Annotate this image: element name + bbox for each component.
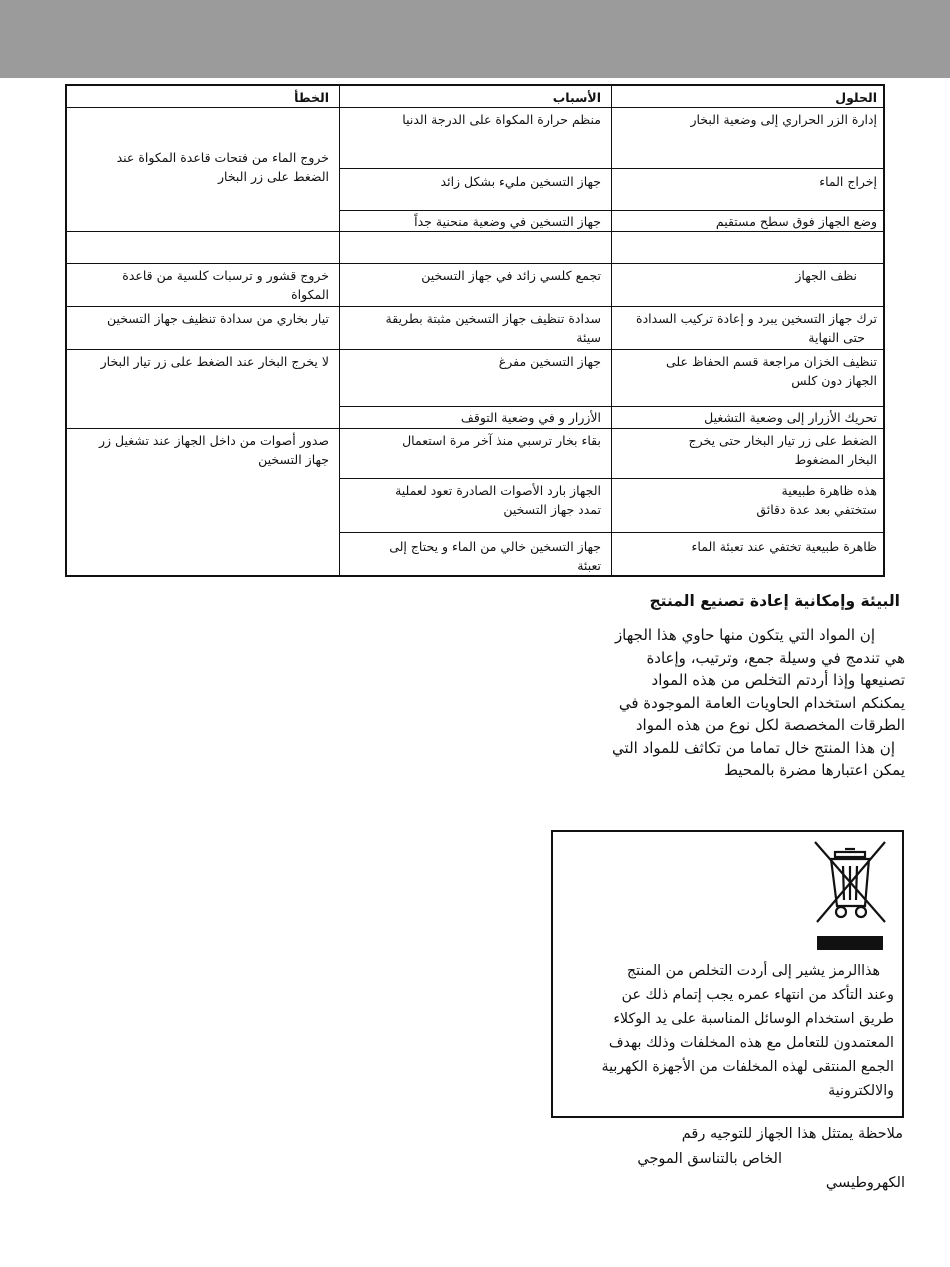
compliance-note-line: الكهروطيسي bbox=[825, 1175, 905, 1191]
solution-cell: الضغط على زر تيار البخار حتى يخرج البخار المضغوط bbox=[688, 433, 877, 467]
cause-cell: بقاء بخار ترسبي منذ آخر مرة استعمال bbox=[402, 433, 601, 448]
weee-text: هذاالرمز يشير إلى أردت التخلص من المنتج وعند التأكد من انتهاء عمره يجب إتمام ذلك عن طريق استخدام الوسائل المناسبة على يد الوكلاء المعتمدون للتعامل مع هذه المخلفات وذلك بهدف الجمع المنتقى لهذه المخلفات من الأجهزة الكهربية والالكترونية bbox=[601, 963, 894, 1099]
solution-cell: وضع الجهاز فوق سطح مستقيم bbox=[715, 214, 877, 229]
solution-cell: هذه ظاهرة طبيعية ستختفي بعد عدة دقائق bbox=[756, 483, 877, 517]
error-cell: خروج الماء من فتحات قاعدة المكواة عند الضغط على زر البخار bbox=[116, 150, 329, 184]
cause-cell: جهاز التسخين مليء بشكل زائد bbox=[440, 174, 601, 189]
troubleshooting-table bbox=[65, 84, 885, 577]
weee-black-bar bbox=[817, 936, 883, 950]
cause-cell: جهاز التسخين في وضعية منحنية جداً bbox=[414, 214, 601, 229]
cause-cell: جهاز التسخين مفرغ bbox=[498, 354, 601, 369]
sub-row-divider bbox=[339, 478, 883, 479]
cause-cell: جهاز التسخين خالي من الماء و يحتاج إلى تعبئة bbox=[389, 539, 601, 573]
solution-cell: تحريك الأزرار إلى وضعية التشغيل bbox=[704, 410, 877, 425]
solution-cell: تنظيف الخزان مراجعة قسم الحفاظ على الجهاز دون كلس bbox=[665, 354, 877, 388]
solution-cell: إدارة الزر الحراري إلى وضعية البخار bbox=[690, 112, 877, 127]
sub-row-divider bbox=[339, 210, 883, 211]
row-divider bbox=[67, 263, 883, 264]
solution-cell: ظاهرة طبيعية تختفي عند تعبئة الماء bbox=[691, 539, 877, 554]
environment-title: البيئة وإمكانية إعادة تصنيع المنتج bbox=[649, 592, 900, 610]
environment-text: إن المواد التي يتكون منها حاوي هذا الجهاز هي تندمج في وسيلة جمع، وترتيب، وإعادة تصنيعها وإذا أردتم التخلص من هذه المواد يمكنكم استخدام الحاويات العامة الموجودة في الطرقات المخصصة لكل نوع من هذه المواد إن هذا المنتج خال تماما من تكاثف للمواد التي يمكن اعتبارها مضرة بالمحيط bbox=[612, 626, 905, 779]
header-causes: الأسباب bbox=[552, 90, 601, 105]
sub-row-divider bbox=[339, 168, 883, 169]
solution-cell: إخراج الماء bbox=[819, 174, 877, 189]
error-cell: لا يخرج البخار عند الضغط على زر تيار البخار bbox=[100, 354, 329, 369]
cause-cell: منظم حرارة المكواة على الدرجة الدنيا bbox=[402, 112, 601, 127]
row-divider bbox=[67, 428, 883, 429]
sub-row-divider bbox=[339, 532, 883, 533]
error-cell: تيار بخاري من سدادة تنظيف جهاز التسخين bbox=[106, 311, 329, 326]
weee-notice-box bbox=[551, 830, 904, 1118]
row-divider bbox=[67, 349, 883, 350]
row-divider bbox=[67, 107, 883, 108]
header-solutions: الحلول bbox=[835, 90, 877, 105]
cause-cell: سدادة تنظيف جهاز التسخين مثبتة بطريقة سيئة bbox=[385, 311, 601, 345]
sub-row-divider bbox=[339, 406, 883, 407]
solution-cell: نظف الجهاز bbox=[795, 268, 857, 283]
error-cell: صدور أصوات من داخل الجهاز عند تشغيل زر جهاز التسخين bbox=[98, 433, 329, 467]
cause-cell: تجمع كلسي زائد في جهاز التسخين bbox=[421, 268, 601, 283]
row-divider bbox=[67, 306, 883, 307]
cause-cell: الأزرار و في وضعية التوقف bbox=[460, 410, 601, 425]
top-header-band bbox=[0, 0, 950, 78]
error-cell: خروج قشور و ترسبات كلسية من قاعدة المكواة bbox=[122, 268, 329, 302]
header-error: الخطأ bbox=[294, 90, 329, 105]
compliance-note: ملاحظة يمتثل هذا الجهاز للتوجيه رقم bbox=[681, 1126, 903, 1142]
cause-cell: الجهاز بارد الأصوات الصادرة تعود لعملية تمدد جهاز التسخين bbox=[395, 483, 601, 517]
solution-cell: ترك جهاز التسخين يبرد و إعادة تركيب السدادة حتى النهاية bbox=[636, 311, 877, 345]
row-divider bbox=[67, 231, 883, 232]
compliance-note-line: الخاص بالتناسق الموجي bbox=[637, 1151, 782, 1167]
crossed-out-wheelie-bin-icon bbox=[811, 836, 889, 924]
